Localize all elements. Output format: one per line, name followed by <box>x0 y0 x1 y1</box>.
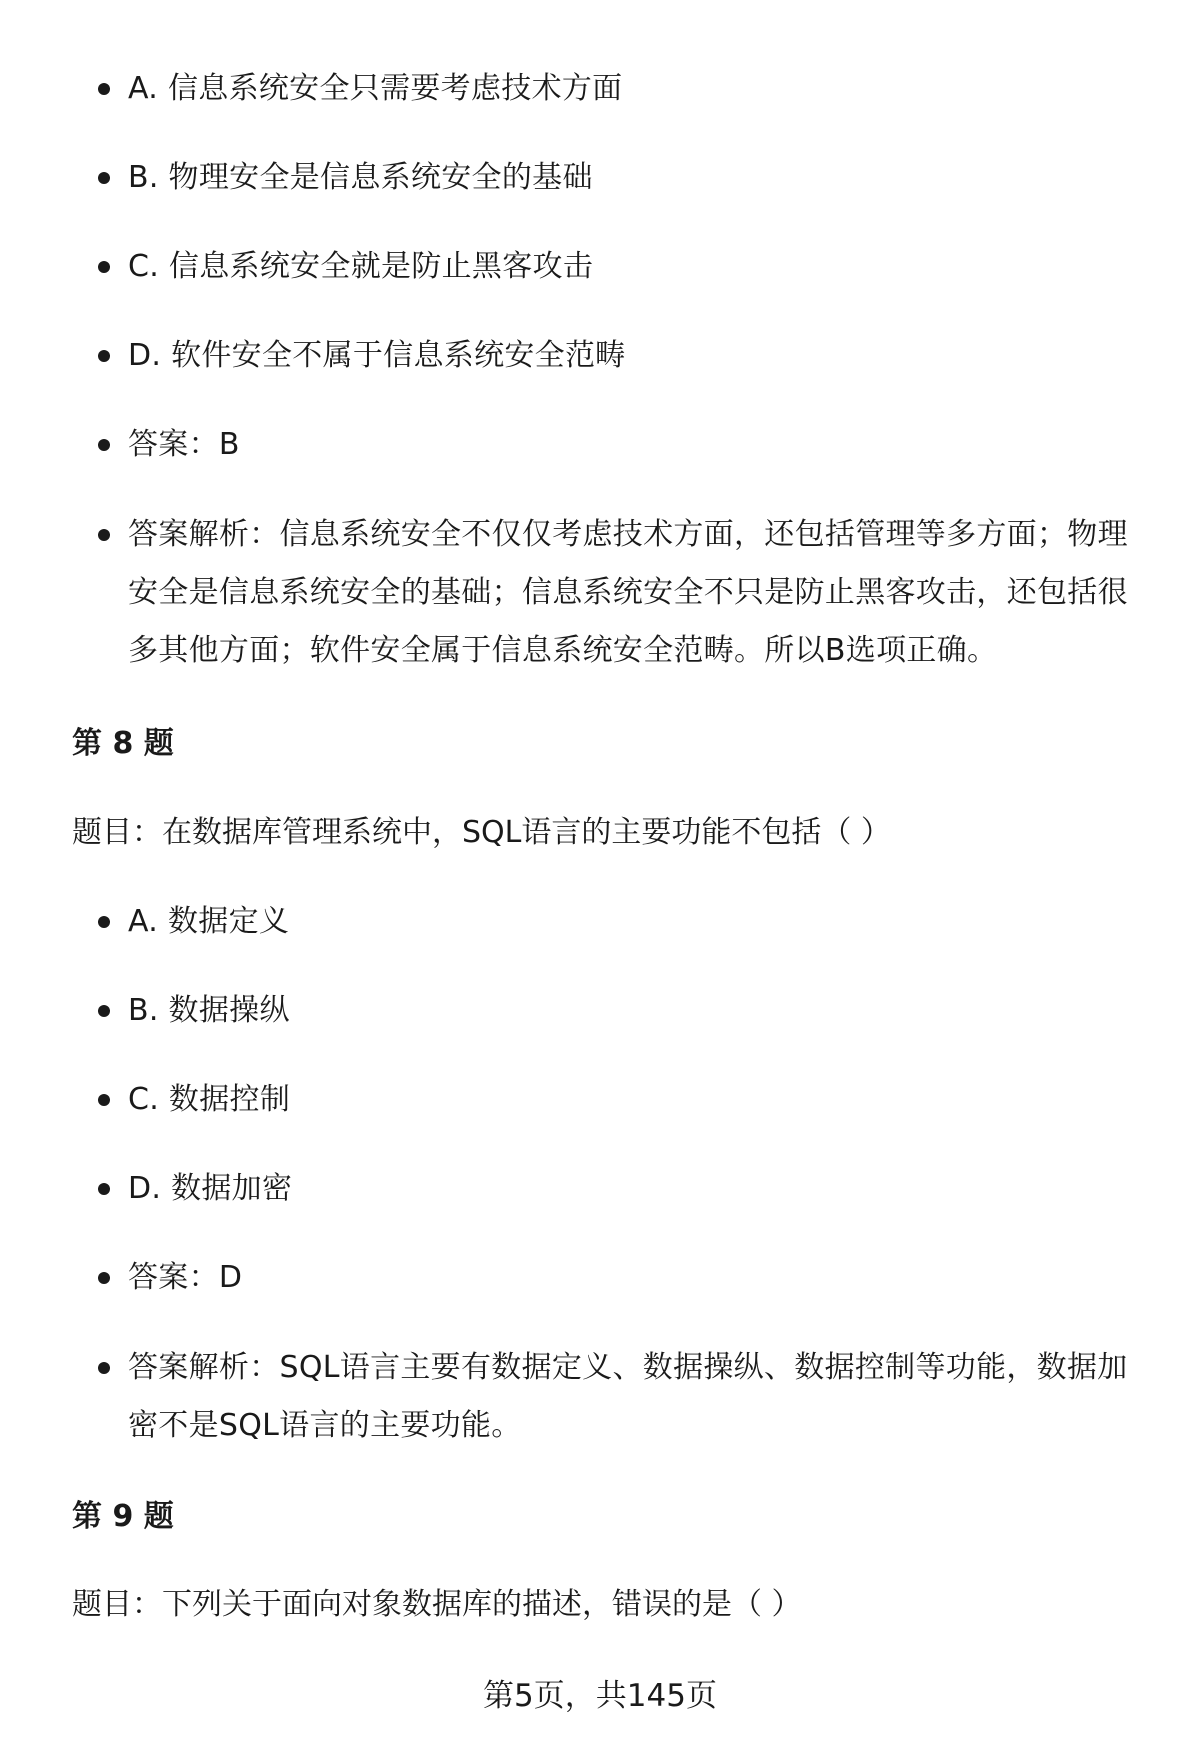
q8-answer: 答案：D <box>128 1249 1148 1307</box>
q9-heading: 第 9 题 <box>72 1499 174 1534</box>
q8-heading: 第 8 题 <box>72 726 174 761</box>
q9-stem: 题目：下列关于面向对象数据库的描述，错误的是（ ） <box>72 1587 802 1622</box>
q8-option-d: D. 数据加密 <box>128 1160 1148 1218</box>
page-number: 第5页，共145页 <box>483 1678 717 1714</box>
q8-stem: 题目：在数据库管理系统中，SQL语言的主要功能不包括（ ） <box>72 815 891 850</box>
q7-answer: 答案：B <box>128 416 1148 474</box>
q8-option-b: B. 数据操纵 <box>128 982 1148 1040</box>
q7-option-a: A. 信息系统安全只需要考虑技术方面 <box>128 60 1148 118</box>
q8-analysis: 答案解析：SQL语言主要有数据定义、数据操纵、数据控制等功能，数据加密不是SQL语言的主要功能。 <box>128 1339 1148 1455</box>
q7-option-b: B. 物理安全是信息系统安全的基础 <box>128 149 1148 207</box>
q8-option-a: A. 数据定义 <box>128 893 1148 951</box>
q7-analysis: 答案解析：信息系统安全不仅仅考虑技术方面，还包括管理等多方面；物理安全是信息系统安全的基础；信息系统安全不只是防止黑客攻击，还包括很多其他方面；软件安全属于信息系统安全范畴。所以B选项正确。 <box>128 506 1148 680</box>
q7-option-c: C. 信息系统安全就是防止黑客攻击 <box>128 238 1148 296</box>
q7-option-d: D. 软件安全不属于信息系统安全范畴 <box>128 327 1148 385</box>
q8-option-c: C. 数据控制 <box>128 1071 1148 1129</box>
